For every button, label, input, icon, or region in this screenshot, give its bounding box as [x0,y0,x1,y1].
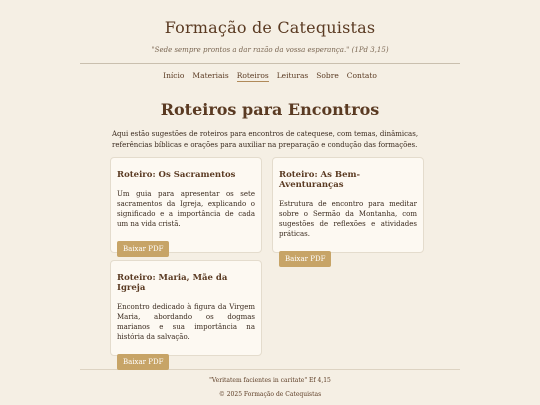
roteiro-card-maria [110,260,262,366]
nav-item-inicio[interactable]: Início [163,71,185,80]
card-title: Roteiro: Os Sacramentos [117,170,236,180]
roteiro-card-bem-aventurancas [272,157,424,263]
roteiro-card-sacramentos [110,157,262,253]
header-divider [80,63,460,64]
card-title: Roteiro: As Bem-Aventuranças [279,170,360,190]
main-nav [0,71,540,82]
footer-quote: "Veritatem facientes in caritate" Ef 4,15 [209,377,331,384]
card-description: Encontro dedicado à figura da Virgem Maria, abordando os dogmas marianos e sua importância na história da salvação. [117,303,255,341]
nav-item-leituras[interactable]: Leituras [276,71,309,80]
card-title: Roteiro: Maria, Mãe da Igreja [117,273,228,293]
download-pdf-button[interactable]: Baixar PDF [117,354,169,370]
nav-item-roteiros[interactable]: Roteiros [236,71,269,80]
site-motto: "Sede sempre prontos a dar razão da vossa esperança." (1Pd 3,15) [151,46,389,54]
nav-item-sobre[interactable]: Sobre [316,71,339,80]
site-title: Formação de Catequistas [164,18,376,37]
download-pdf-button[interactable]: Baixar PDF [117,241,169,257]
footer-copyright: © 2025 Formação de Catequistas [218,391,322,398]
page-title: Roteiros para Encontros [160,100,380,119]
site-header [0,0,540,54]
roteiros-grid [110,157,430,367]
download-pdf-button[interactable]: Baixar PDF [279,251,331,267]
intro-text: Aqui estão sugestões de roteiros para encontros de catequese, com temas, dinâmicas, referências bíblicas e orações para auxiliar na preparação e condução das formações. [112,130,419,149]
card-description: Estrutura de encontro para meditar sobre o Sermão da Montanha, com sugestões de reflexões e atividades práticas. [279,200,417,238]
nav-item-materiais[interactable]: Materiais [192,71,229,80]
nav-item-contato[interactable]: Contato [346,71,377,80]
card-description: Um guia para apresentar os sete sacramentos da Igreja, explicando o significado e a importância de cada um na vida cristã. [117,190,255,228]
